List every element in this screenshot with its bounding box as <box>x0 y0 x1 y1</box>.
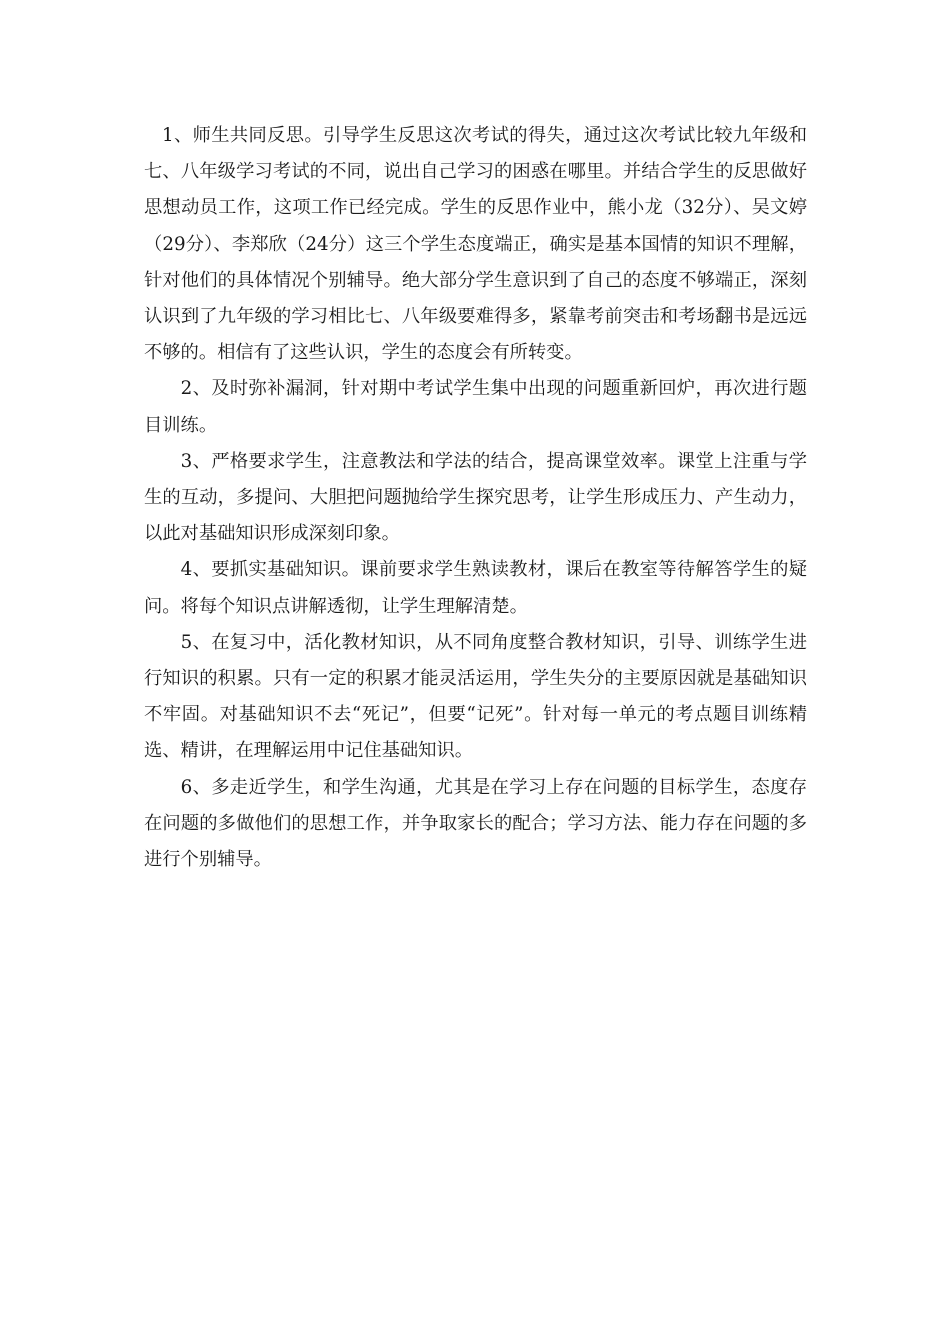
paragraph-1: 1、师生共同反思。引导学生反思这次考试的得失，通过这次考试比较九年级和七、八年级学习考试的不同，说出自己学习的困惑在哪里。并结合学生的反思做好思想动员工作，这项工作已经完成。学生的反思作业中，熊小龙（32分）、吴文婷（29分）、李郑欣（24分）这三个学生态度端正，确实是基本国情的知识不理解，针对他们的具体情况个别辅导。绝大部分学生意识到了自己的态度不够端正，深刻认识到了九年级的学习相比七、八年级要难得多，紧靠考前突击和考场翻书是远远不够的。相信有了这些认识，学生的态度会有所转变。 <box>144 125 807 364</box>
paragraph-5: 5、在复习中，活化教材知识，从不同角度整合教材知识，引导、训练学生进行知识的积累。只有一定的积累才能灵活运用，学生失分的主要原因就是基础知识不牢固。对基础知识不去“死记”，但要“记死”。针对每一单元的考点题目训练精选、精讲，在理解运用中记住基础知识。 <box>144 631 807 762</box>
document-body <box>144 118 807 878</box>
paragraph-4: 4、要抓实基础知识。课前要求学生熟读教材，课后在教室等待解答学生的疑问。将每个知识点讲解透彻，让学生理解清楚。 <box>144 559 807 617</box>
paragraph-3: 3、严格要求学生，注意教法和学法的结合，提高课堂效率。课堂上注重与学生的互动，多提问、大胆把问题抛给学生探究思考，让学生形成压力、产生动力，以此对基础知识形成深刻印象。 <box>144 450 807 545</box>
paragraph-6: 6、多走近学生，和学生沟通，尤其是在学习上存在问题的目标学生，态度存在问题的多做他们的思想工作，并争取家长的配合；学习方法、能力存在问题的多进行个别辅导。 <box>144 776 807 871</box>
paragraph-2: 2、及时弥补漏洞，针对期中考试学生集中出现的问题重新回炉，再次进行题目训练。 <box>144 378 807 436</box>
